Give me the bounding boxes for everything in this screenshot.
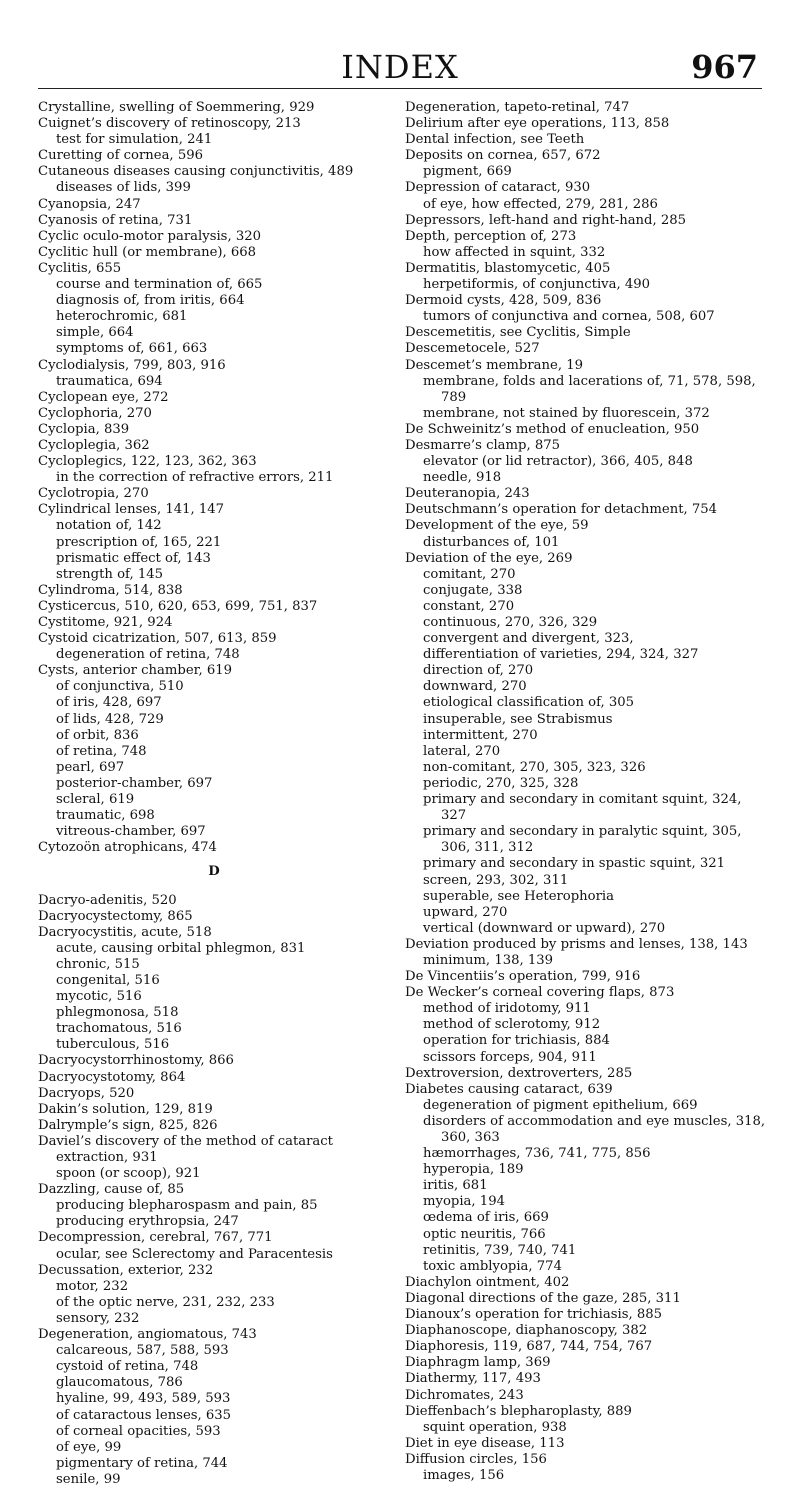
- index-subentry: producing blepharospasm and pain, 85: [56, 1198, 318, 1214]
- index-subentry: cystoid of retina, 748: [56, 1359, 199, 1375]
- index-subentry: continuous, 270, 326, 329: [423, 615, 598, 630]
- index-subentry: primary and secondary in paralytic squint, 305, 306, 311, 312: [423, 824, 742, 856]
- index-subentry: strength of, 145: [56, 566, 163, 582]
- index-subentry: membrane, not stained by fluorescein, 372: [423, 405, 710, 421]
- index-entry: Dacryocystectomy, 865: [38, 908, 193, 924]
- index-entry: Cyclopean eye, 272: [38, 389, 169, 405]
- index-entry: Cystitome, 921, 924: [38, 615, 173, 630]
- index-subentry: pearl, 697: [56, 759, 125, 775]
- index-subentry: disorders of accommodation and eye muscles, 318, 360, 363: [423, 1113, 766, 1145]
- index-entry: Diaphoresis, 119, 687, 744, 754, 767: [405, 1339, 653, 1355]
- index-subentry: comitant, 270: [423, 566, 516, 582]
- index-subentry: needle, 918: [423, 470, 502, 486]
- index-subentry: congenital, 516: [56, 972, 160, 988]
- index-entry: Dermoid cysts, 428, 509, 836: [405, 293, 602, 309]
- index-subentry: senile, 99: [56, 1471, 121, 1487]
- index-subentry: membrane, folds and lacerations of, 71, 578, 598, 789: [423, 373, 756, 405]
- index-entry: Degeneration, tapeto-retinal, 747: [405, 100, 630, 115]
- index-subentry: lateral, 270: [423, 743, 501, 759]
- index-entry: Cyanosis of retina, 731: [38, 212, 193, 228]
- index-subentry: phlegmonosa, 518: [56, 1005, 179, 1021]
- index-subentry: pigment, 669: [423, 164, 512, 180]
- index-entry: Degeneration, angiomatous, 743: [38, 1327, 257, 1343]
- index-subentry: diseases of lids, 399: [56, 180, 191, 196]
- index-subentry: glaucomatous, 786: [56, 1375, 183, 1391]
- index-entry: Diathermy, 117, 493: [405, 1371, 541, 1387]
- index-entry: Cyclic oculo-motor paralysis, 320: [38, 228, 261, 244]
- index-entry: Decussation, exterior, 232: [38, 1262, 214, 1278]
- index-subentry: vertical (downward or upward), 270: [423, 920, 666, 936]
- index-subentry: screen, 293, 302, 311: [423, 872, 569, 888]
- index-subentry: degeneration of retina, 748: [56, 647, 240, 663]
- index-entry: Diet in eye disease, 113: [405, 1435, 565, 1451]
- index-entry: Dacryocystorrhinostomy, 866: [38, 1053, 234, 1069]
- page-number: 967: [691, 48, 758, 86]
- index-subentry: of iris, 428, 697: [56, 695, 162, 711]
- index-subentry: of cataractous lenses, 635: [56, 1407, 232, 1423]
- index-subentry: iritis, 681: [423, 1178, 488, 1194]
- index-entry: Cyclodialysis, 799, 803, 916: [38, 357, 226, 373]
- index-entry: Cyclitis, 655: [38, 260, 122, 276]
- index-subentry: vitreous-chamber, 697: [56, 824, 206, 840]
- index-subentry: retinitis, 739, 740, 741: [423, 1242, 577, 1258]
- index-entry: Dacryo-adenitis, 520: [38, 892, 177, 908]
- index-subentry: motor, 232: [56, 1278, 129, 1294]
- index-subentry: scleral, 619: [56, 792, 135, 808]
- index-subentry: etiological classification of, 305: [423, 695, 635, 711]
- index-entry: Dakin’s solution, 129, 819: [38, 1101, 213, 1117]
- index-entry: Dacryocystotomy, 864: [38, 1069, 186, 1085]
- index-entry: Crystalline, swelling of Soemmering, 929: [38, 100, 315, 115]
- index-entry: Dieffenbach’s blepharoplasty, 889: [405, 1403, 632, 1419]
- index-subentry: squint operation, 938: [423, 1419, 567, 1435]
- index-entry: Diabetes causing cataract, 639: [405, 1081, 613, 1097]
- index-subentry: differentiation of varieties, 294, 324, 327: [423, 647, 699, 663]
- index-subentry: minimum, 138, 139: [423, 952, 554, 968]
- index-subentry: how affected in squint, 332: [423, 244, 606, 260]
- index-subentry: degeneration of pigment epithelium, 669: [423, 1097, 698, 1113]
- index-subentry: herpetiformis, of conjunctiva, 490: [423, 277, 651, 293]
- index-entry: Delirium after eye operations, 113, 858: [405, 116, 670, 132]
- index-subentry: of eye, 99: [56, 1439, 122, 1455]
- index-entry: Depression of cataract, 930: [405, 180, 591, 196]
- index-subentry: simple, 664: [56, 325, 134, 341]
- index-subentry: non-comitant, 270, 305, 323, 326: [423, 759, 646, 775]
- index-subentry: acute, causing orbital phlegmon, 831: [56, 940, 306, 956]
- index-subentry: of retina, 748: [56, 743, 147, 759]
- index-entry: Dacryocystitis, acute, 518: [38, 924, 212, 940]
- index-subentry: upward, 270: [423, 904, 508, 920]
- index-entry: Cylindroma, 514, 838: [38, 582, 183, 598]
- page-header: [0, 48, 800, 88]
- index-entry: Cycloplegics, 122, 123, 362, 363: [38, 454, 257, 470]
- index-entry: Deutschmann’s operation for detachment, 754: [405, 502, 718, 518]
- index-entry: Diaphanoscope, diaphanoscopy, 382: [405, 1323, 648, 1339]
- index-subentry: of eye, how effected, 279, 281, 286: [423, 196, 658, 212]
- index-subentry: tuberculous, 516: [56, 1037, 170, 1053]
- index-subentry: images, 156: [423, 1467, 505, 1483]
- index-subentry: trachomatous, 516: [56, 1021, 182, 1037]
- index-entry: Cuignet’s discovery of retinoscopy, 213: [38, 116, 301, 132]
- index-entry: Dental infection, see Teeth: [405, 132, 585, 148]
- index-entry: Cytozoön atrophicans, 474: [38, 840, 217, 856]
- header-rule: [38, 88, 762, 89]
- index-subentry: disturbances of, 101: [423, 534, 560, 550]
- index-entry: De Wecker’s corneal covering flaps, 873: [405, 985, 675, 1001]
- index-entry: Descemetocele, 527: [405, 341, 540, 357]
- index-entry: Cystoid cicatrization, 507, 613, 859: [38, 631, 277, 647]
- index-subentry: downward, 270: [423, 679, 527, 695]
- index-subentry: of corneal opacities, 593: [56, 1423, 221, 1439]
- index-entry: Development of the eye, 59: [405, 518, 589, 534]
- index-entry: Cyclophoria, 270: [38, 405, 152, 421]
- index-entry: Dermatitis, blastomycetic, 405: [405, 260, 611, 276]
- index-subentry: optic neuritis, 766: [423, 1226, 546, 1242]
- index-subentry: sensory, 232: [56, 1310, 140, 1326]
- index-entry: Diaphragm lamp, 369: [405, 1355, 551, 1371]
- index-subentry: constant, 270: [423, 598, 515, 614]
- index-entry: Cyanopsia, 247: [38, 196, 141, 212]
- index-subentry: toxic amblyopia, 774: [423, 1258, 562, 1274]
- section-letter: D: [208, 864, 220, 880]
- index-entry: Dazzling, cause of, 85: [38, 1182, 185, 1198]
- index-subentry: direction of, 270: [423, 663, 534, 679]
- index-subentry: primary and secondary in comitant squint, 324, 327: [423, 792, 742, 824]
- index-subentry: spoon (or scoop), 921: [56, 1166, 201, 1182]
- index-subentry: elevator (or lid retractor), 366, 405, 848: [423, 454, 693, 470]
- index-entry: Deposits on cornea, 657, 672: [405, 148, 601, 164]
- index-entry: Cutaneous diseases causing conjunctivitis, 489: [38, 164, 354, 180]
- index-subentry: insuperable, see Strabismus: [423, 711, 613, 727]
- index-subentry: method of sclerotomy, 912: [423, 1017, 601, 1033]
- index-subentry: of the optic nerve, 231, 232, 233: [56, 1294, 275, 1310]
- index-entry: Depth, perception of, 273: [405, 228, 577, 244]
- index-subentry: of lids, 428, 729: [56, 711, 164, 727]
- index-column-right: [405, 100, 767, 1484]
- index-subentry: ocular, see Sclerectomy and Paracentesis: [56, 1246, 333, 1262]
- index-subentry: method of iridotomy, 911: [423, 1001, 591, 1017]
- index-subentry: notation of, 142: [56, 518, 162, 534]
- index-entry: Daviel’s discovery of the method of cataract extraction, 931: [38, 1133, 333, 1165]
- index-entry: Cyclitic hull (or membrane), 668: [38, 244, 257, 260]
- index-entry: Cylindrical lenses, 141, 147: [38, 502, 225, 518]
- index-subentry: of orbit, 836: [56, 727, 139, 743]
- index-subentry: intermittent, 270: [423, 727, 538, 743]
- index-entry: Deuteranopia, 243: [405, 486, 530, 502]
- index-entry: Cysts, anterior chamber, 619: [38, 663, 233, 679]
- index-entry: Descemetitis, see Cyclitis, Simple: [405, 325, 631, 341]
- index-entry: Cysticercus, 510, 620, 653, 699, 751, 837: [38, 598, 318, 614]
- index-entry: Cycloplegia, 362: [38, 437, 150, 453]
- index-subentry: symptoms of, 661, 663: [56, 341, 208, 357]
- index-entry: De Vincentiis’s operation, 799, 916: [405, 969, 641, 985]
- index-subentry: hæmorrhages, 736, 741, 775, 856: [423, 1146, 651, 1162]
- index-entry: Desmarre’s clamp, 875: [405, 437, 561, 453]
- index-subentry: heterochromic, 681: [56, 309, 188, 325]
- index-subentry: superable, see Heterophoria: [423, 888, 614, 904]
- index-subentry: conjugate, 338: [423, 582, 523, 598]
- index-subentry: hyaline, 99, 493, 589, 593: [56, 1391, 231, 1407]
- index-entry: Dacryops, 520: [38, 1085, 135, 1101]
- index-entry: Dalrymple’s sign, 825, 826: [38, 1117, 218, 1133]
- index-subentry: hyperopia, 189: [423, 1162, 524, 1178]
- index-entry: Diagonal directions of the gaze, 285, 311: [405, 1290, 681, 1306]
- index-entry: Decompression, cerebral, 767, 771: [38, 1230, 273, 1246]
- index-subentry: prescription of, 165, 221: [56, 534, 222, 550]
- index-subentry: scissors forceps, 904, 911: [423, 1049, 597, 1065]
- index-subentry: convergent and divergent, 323,: [423, 631, 634, 647]
- index-column-left: [38, 100, 390, 1488]
- index-entry: Cyclopia, 839: [38, 421, 130, 437]
- index-subentry: prismatic effect of, 143: [56, 550, 211, 566]
- index-entry: Deviation of the eye, 269: [405, 550, 573, 566]
- index-entry: Dianoux’s operation for trichiasis, 885: [405, 1307, 663, 1323]
- page-title: INDEX: [341, 48, 459, 86]
- index-subentry: chronic, 515: [56, 956, 140, 972]
- index-subentry: of conjunctiva, 510: [56, 679, 184, 695]
- index-entry: De Schweinitz’s method of enucleation, 950: [405, 421, 700, 437]
- index-subentry: myopia, 194: [423, 1194, 505, 1210]
- index-entry: Descemet’s membrane, 19: [405, 357, 583, 373]
- index-subentry: mycotic, 516: [56, 989, 142, 1005]
- index-subentry: primary and secondary in spastic squint, 321: [423, 856, 726, 872]
- index-entry: Diffusion circles, 156: [405, 1451, 547, 1467]
- index-entry: Deviation produced by prisms and lenses, 138, 143: [405, 936, 748, 952]
- index-subentry: tumors of conjunctiva and cornea, 508, 607: [423, 309, 715, 325]
- index-entry: Cyclotropia, 270: [38, 486, 149, 502]
- index-subentry: calcareous, 587, 588, 593: [56, 1343, 229, 1359]
- index-entry: Curetting of cornea, 596: [38, 148, 203, 164]
- index-subentry: producing erythropsia, 247: [56, 1214, 239, 1230]
- index-subentry: traumatica, 694: [56, 373, 163, 389]
- index-subentry: posterior-chamber, 697: [56, 775, 213, 791]
- index-entry: Depressors, left-hand and right-hand, 285: [405, 212, 687, 228]
- index-subentry: test for simulation, 241: [56, 132, 213, 148]
- index-subentry: periodic, 270, 325, 328: [423, 775, 579, 791]
- index-subentry: in the correction of refractive errors, 211: [56, 470, 334, 486]
- index-subentry: diagnosis of, from iritis, 664: [56, 293, 245, 309]
- index-entry: Dextroversion, dextroverters, 285: [405, 1065, 633, 1081]
- index-subentry: pigmentary of retina, 744: [56, 1455, 228, 1471]
- index-entry: Diachylon ointment, 402: [405, 1274, 570, 1290]
- index-subentry: œdema of iris, 669: [423, 1210, 549, 1226]
- index-entry: Dichromates, 243: [405, 1387, 524, 1403]
- index-subentry: operation for trichiasis, 884: [423, 1033, 610, 1049]
- index-subentry: course and termination of, 665: [56, 277, 263, 293]
- index-subentry: traumatic, 698: [56, 808, 155, 824]
